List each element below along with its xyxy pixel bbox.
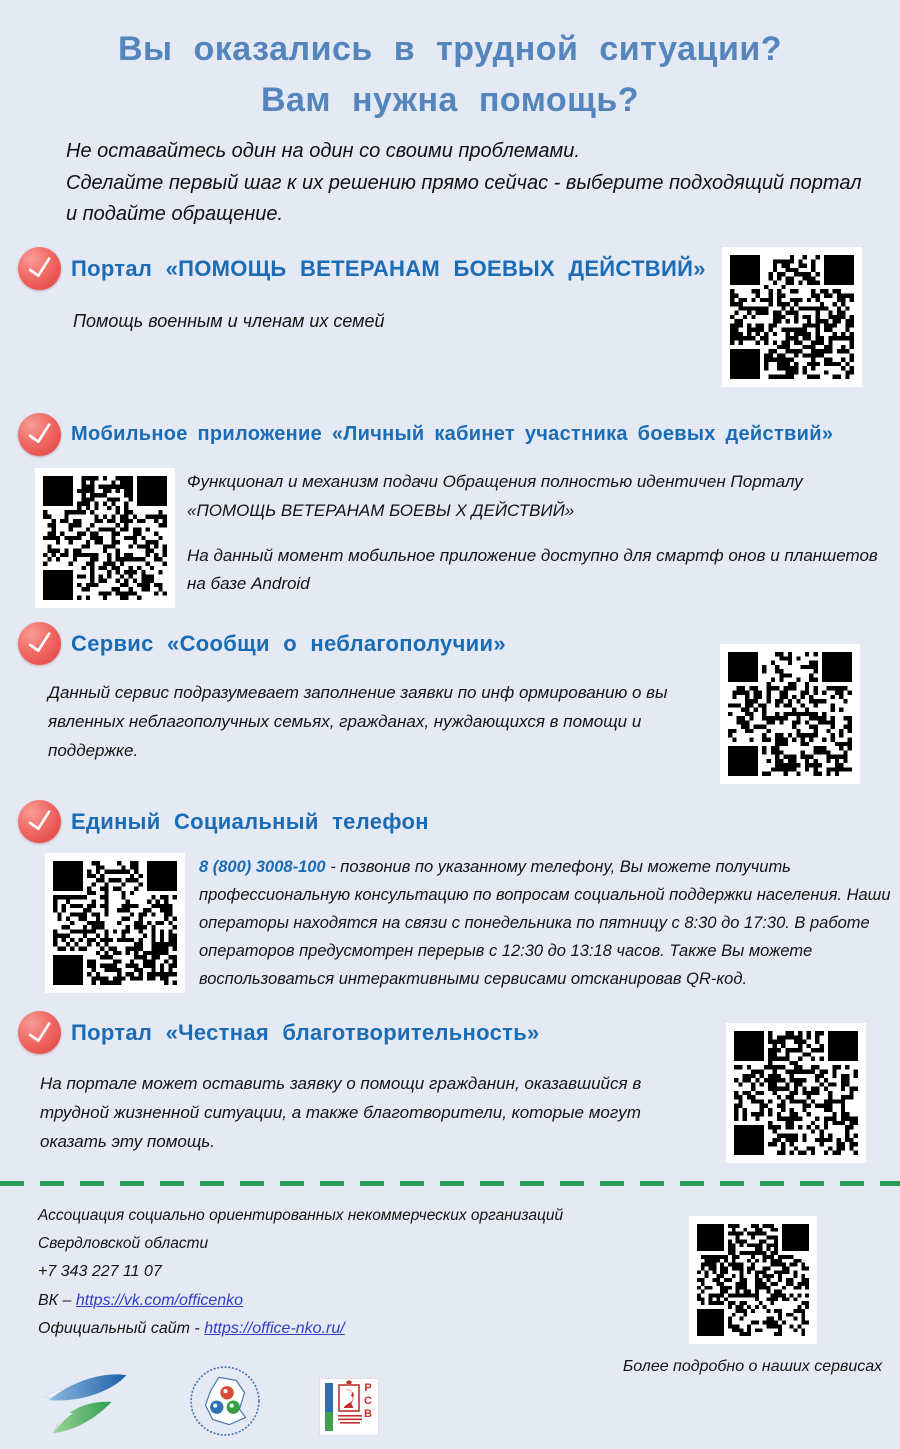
- qr-code-services-info: [689, 1216, 817, 1344]
- section-honest-charity: [18, 1011, 900, 1163]
- footer-vk-line: [38, 1287, 635, 1316]
- footer-org-name: Ассоциация социально ориентированных некоммерческих организаций Свердловской области: [38, 1207, 564, 1252]
- footer-logos: [38, 1364, 635, 1449]
- checkmark-icon: [18, 413, 61, 456]
- section-body: Данный сервис подразумевает заполнение заявки по инф ормированию о вы явленных неблагополучных семьях, гражданах, нуждающихся в помощи и поддержке.: [48, 682, 668, 760]
- section-report-trouble: [18, 622, 900, 784]
- vk-link[interactable]: https://vk.com/officenko: [75, 1291, 244, 1309]
- checkmark-icon: [18, 622, 61, 665]
- bird-logo-icon: [38, 1367, 130, 1446]
- qr-code-mobile-app: [35, 468, 175, 608]
- page-title-line2: Вам нужна помощь?: [260, 81, 640, 119]
- section-heading: Мобильное приложение «Личный кабинет участника боевых действий»: [71, 422, 834, 445]
- section-social-phone: [18, 800, 900, 993]
- qr-code-veterans-portal: [722, 247, 862, 387]
- section-heading: Портал «Честная благотворительность»: [71, 1019, 540, 1045]
- section-body-text: - позвонив по указанному телефону, Вы можете получить профессиональную консультацию по вопросам социальной поддержки населения. Наши операторы находятся на связи с понедельника по пятницу с 8:30 до 17:30. В работе операторов предусмотрен перерыв с 12:30 до 13:18 часов. Также Вы можете воспользоваться интерактивными сервисами отсканировав QR-код.: [199, 857, 891, 988]
- region-association-logo-icon: [188, 1364, 262, 1449]
- footer-site-line: [38, 1315, 635, 1344]
- qr-caption: Более подробно о наших сервисах: [622, 1358, 883, 1376]
- intro-line1: Не оставайтесь один на один со своими проблемами.: [66, 140, 580, 162]
- section-heading: Портал «ПОМОЩЬ ВЕТЕРАНАМ БОЕВЫХ ДЕЙСТВИЙ»: [71, 255, 706, 281]
- section-heading: Сервис «Сообщи о неблагополучии»: [71, 630, 506, 656]
- intro-text: [66, 136, 878, 231]
- phone-number: 8 (800) 3008-100: [199, 857, 326, 876]
- qr-code-honest-charity: [726, 1023, 866, 1163]
- section-body: На портале может оставить заявку о помощи гражданин, оказавшийся в трудной жизненной ситуации, а также благотворители, которые могут оказать эту помощь.: [40, 1074, 642, 1151]
- checkmark-icon: [18, 247, 61, 290]
- vk-label: ВК –: [38, 1291, 76, 1309]
- rsv-logo: [320, 1379, 378, 1435]
- checkmark-icon: [18, 1011, 61, 1054]
- intro-line2: Сделайте первый шаг к их решению прямо сейчас - выберите подходящий портал и подайте обращение.: [66, 171, 862, 226]
- section-paragraph: На данный момент мобильное приложение доступно для смартф онов и планшетов на базе Android: [187, 545, 878, 594]
- footer: [0, 1186, 900, 1449]
- site-link[interactable]: https://office-nko.ru/: [204, 1320, 345, 1338]
- qr-code-report-trouble: [720, 644, 860, 784]
- page-title-line1: Вы оказались в трудной ситуации?: [117, 30, 783, 68]
- qr-code-social-phone: [45, 853, 185, 993]
- section-heading: Единый Социальный телефон: [71, 808, 429, 834]
- section-mobile-app: [18, 413, 900, 608]
- section-subtitle: Помощь военным и членам их семей: [73, 310, 385, 331]
- section-veterans-portal: [18, 247, 900, 387]
- section-body: [199, 853, 891, 993]
- footer-phone: +7 343 227 11 07: [38, 1262, 162, 1280]
- checkmark-icon: [18, 800, 61, 843]
- rsv-letters: Р С В: [364, 1381, 372, 1420]
- site-label: Официальный сайт -: [38, 1320, 205, 1338]
- section-paragraph: Функционал и механизм подачи Обращения полностью идентичен Порталу «ПОМОЩЬ ВЕТЕРАНАМ БОЕВЫ Х ДЕЙСТВИЙ»: [187, 471, 803, 520]
- page-title: [0, 0, 900, 126]
